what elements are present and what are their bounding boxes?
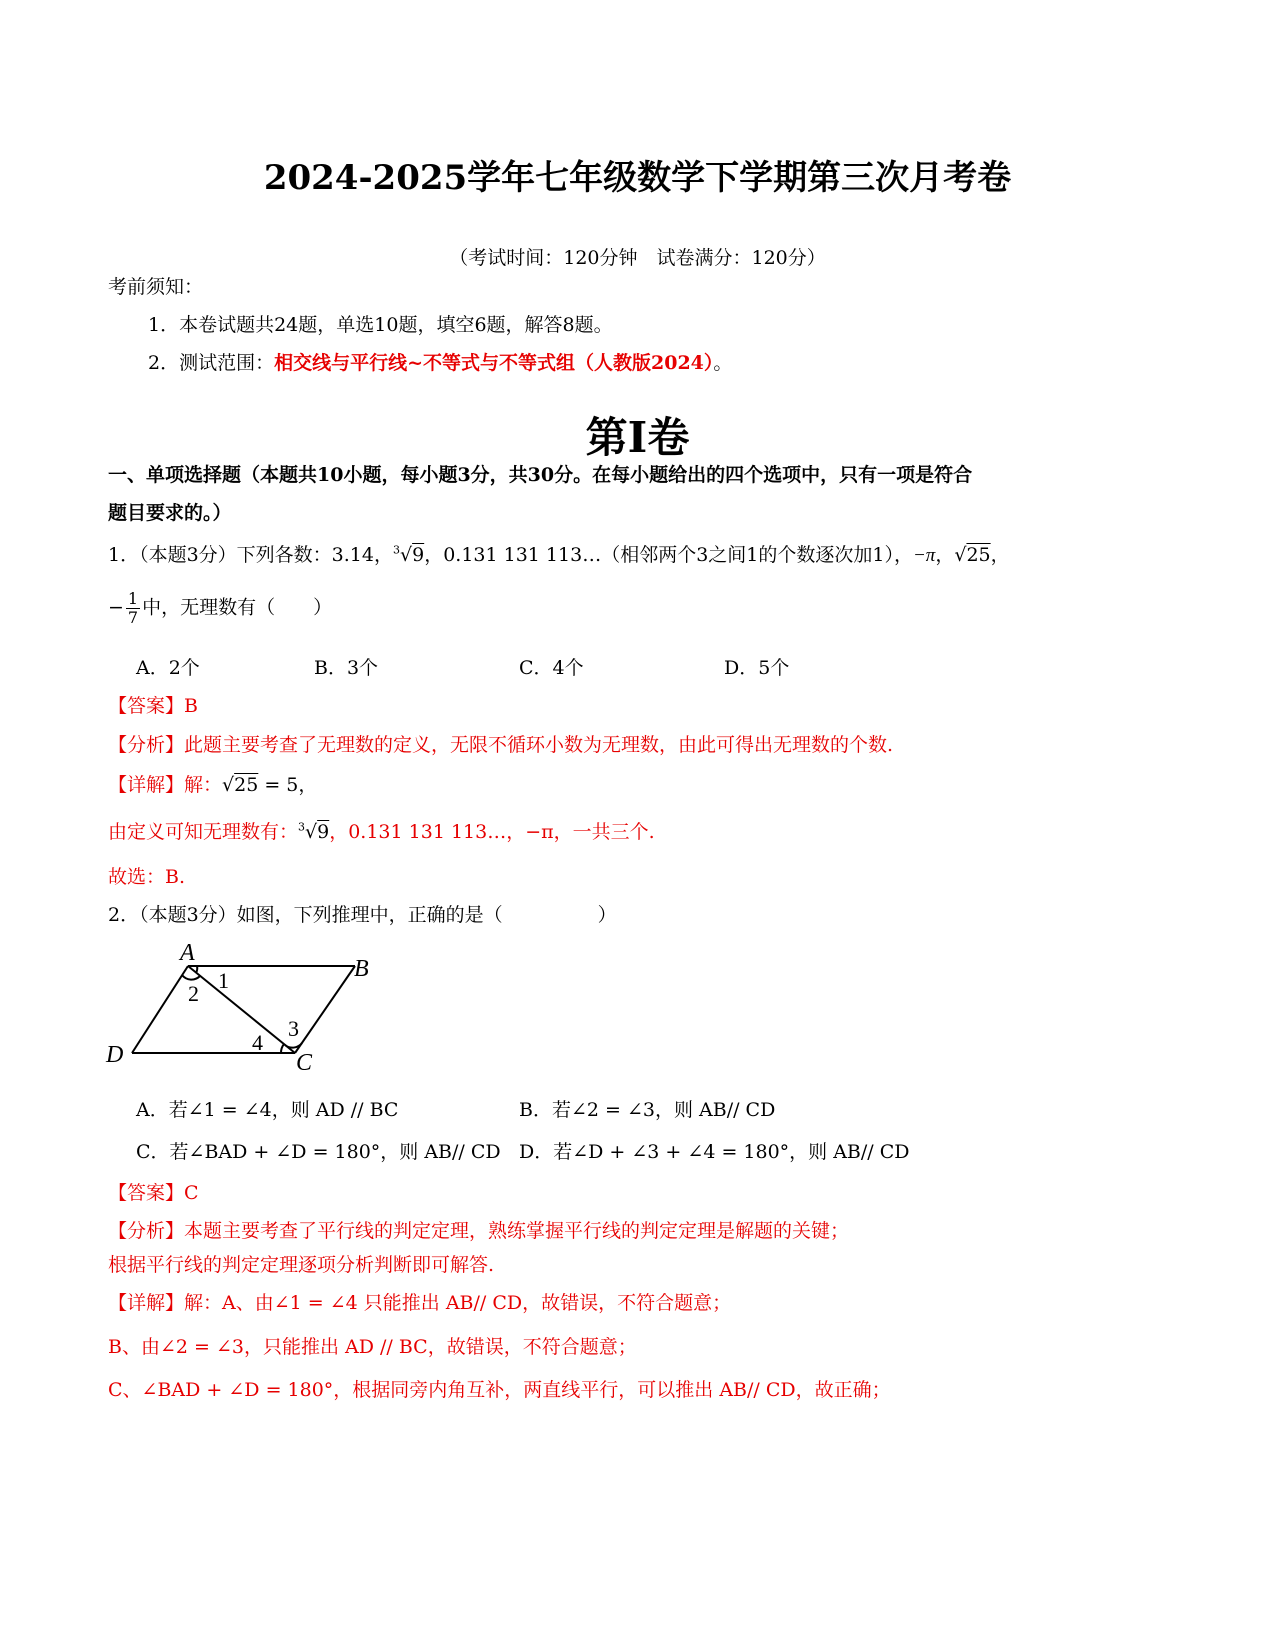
q2-detail-2: B、由∠2 = ∠3，只能推出 AD // BC，故错误，不符合题意； xyxy=(108,1336,637,1358)
notice-item-1: 1．本卷试题共24题，单选10题，填空6题，解答8题。 xyxy=(148,314,613,336)
q1-comma: ， xyxy=(935,544,955,566)
q1-frac-sign: − xyxy=(108,596,124,619)
segment-bc xyxy=(295,966,355,1053)
q2-option-a: A．若∠1 = ∠4，则 AD // BC xyxy=(136,1099,399,1121)
q1-conclusion: 故选：B. xyxy=(108,866,186,888)
test-range: 相交线与平行线~不等式与不等式组（人教版2024） xyxy=(274,352,714,374)
q1-answer: 【答案】B xyxy=(108,695,198,717)
q1-detail2-a: 由定义可知无理数有： xyxy=(108,821,299,843)
label-a: A xyxy=(180,940,195,966)
angle-label-1: 1 xyxy=(218,968,229,993)
notice-item-2 xyxy=(148,348,732,375)
notice-label: 考前须知： xyxy=(108,276,204,298)
q2-answer: 【答案】C xyxy=(108,1182,199,1204)
q2-option-c: C．若∠BAD + ∠D = 180°，则 AB// CD xyxy=(136,1141,501,1163)
q1-fraction xyxy=(126,590,140,627)
q1-sqrt-25: 25 xyxy=(966,544,991,566)
q1-detail-b: = 5， xyxy=(258,774,318,796)
diagonal-ac xyxy=(188,966,295,1053)
notice-item-2-suffix: 。 xyxy=(713,352,733,374)
q1-stem-line-1: 1．（本题3分）下列各数：3.14，$^3$√9，0.131 131 113…（相邻两个3之间1的个数逐次加1），−π，√25， xyxy=(108,543,1010,566)
q2-detail-1: 【详解】解：A、由∠1 = ∠4 只能推出 AB// CD，故错误，不符合题意； xyxy=(108,1292,732,1314)
q1-detail-2: 由定义可知无理数有：$^3$√9，0.131 131 113…，−π，一共三个. xyxy=(108,820,655,843)
q1-option-d: D．5个 xyxy=(724,657,790,679)
q2-option-b: B．若∠2 = ∠3，则 AB// CD xyxy=(519,1099,776,1121)
q1-cbrt-9: 9 xyxy=(412,544,425,566)
q1-option-c: C．4个 xyxy=(519,657,584,679)
section-heading-line-1: 一、单项选择题（本题共10小题，每小题3分，共30分。在每小题给出的四个选项中，只有一项是符合 xyxy=(108,464,973,486)
q2-analysis-1: 【分析】本题主要考查了平行线的判定定理，熟练掌握平行线的判定定理是解题的关键； xyxy=(108,1220,850,1242)
q2-detail-3: C、∠BAD + ∠D = 180°，根据同旁内角互补，两直线平行，可以推出 AB// CD，故正确； xyxy=(108,1379,891,1401)
q2-option-d: D．若∠D + ∠3 + ∠4 = 180°，则 AB// CD xyxy=(519,1141,910,1163)
label-d: D xyxy=(106,1042,124,1068)
angle-arc-c2 xyxy=(281,1044,284,1053)
q1-stem-a: 1．（本题3分）下列各数：3.14， xyxy=(108,544,393,566)
page-title: 2024-2025学年七年级数学下学期第三次月考卷 xyxy=(263,158,1012,198)
q1-option-a: A．2个 xyxy=(136,657,200,679)
exam-info: （考试时间：120分钟 试卷满分：120分） xyxy=(449,247,826,269)
q1-stem-b: ，0.131 131 113…（相邻两个3之间1的个数逐次加1）， xyxy=(424,544,913,566)
q1-frac-den: 7 xyxy=(127,608,139,627)
q2-stem: 2．（本题3分）如图，下列推理中，正确的是（ ） xyxy=(108,904,617,926)
q1-neg-pi: −π xyxy=(912,545,936,566)
angle-label-2: 2 xyxy=(188,981,199,1006)
q1-stem-c: 中，无理数有（ ） xyxy=(142,596,333,619)
q1-stem-line-2 xyxy=(108,590,332,627)
q1-analysis: 【分析】此题主要考查了无理数的定义，无限不循环小数为无理数，由此可得出无理数的个数. xyxy=(108,734,894,756)
q1-detail-sqrt: 25 xyxy=(234,774,259,796)
q1-detail2-cbrt: 9 xyxy=(317,821,330,843)
angle-label-4: 4 xyxy=(252,1030,263,1055)
q1-comma-2: ， xyxy=(990,544,1010,566)
angle-arc-a2 xyxy=(196,966,197,973)
section-heading-line-2: 题目要求的。） xyxy=(108,502,232,524)
label-b: B xyxy=(354,956,369,982)
q2-analysis-2: 根据平行线的判定定理逐项分析判断即可解答. xyxy=(108,1254,495,1276)
q1-detail-a: 【详解】解： xyxy=(108,774,223,796)
angle-arc-a1 xyxy=(182,975,200,980)
q1-option-b: B．3个 xyxy=(314,657,379,679)
section-title: 第Ⅰ卷 xyxy=(585,413,690,462)
q2-parallelogram-figure xyxy=(100,938,400,1078)
q1-detail2-b: ，0.131 131 113…，−π，一共三个. xyxy=(329,821,655,843)
q1-detail-1: 【详解】解：√25 = 5， xyxy=(108,774,318,796)
angle-label-3: 3 xyxy=(288,1016,299,1041)
q1-frac-num: 1 xyxy=(127,589,139,608)
notice-item-2-prefix: 2．测试范围： xyxy=(148,352,275,374)
segment-da xyxy=(132,966,188,1053)
label-c: C xyxy=(296,1050,313,1076)
